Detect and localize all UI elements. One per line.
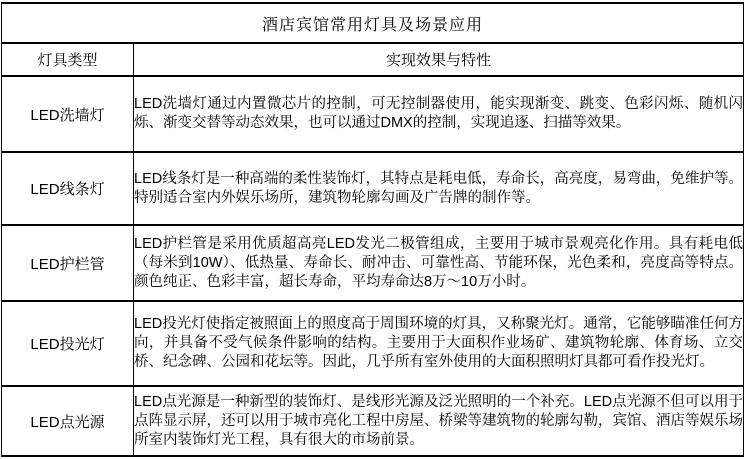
lamp-description: LED洗墙灯通过内置微芯片的控制，可无控制器使用，能实现渐变、跳变、色彩闪烁、随机闪烁、渐变交替等动态效果，也可以通过DMX的控制，实现追逐、扫描等效果。: [134, 76, 744, 152]
lamp-description: LED线条灯是一种高端的柔性装饰灯，其特点是耗电低，寿命长，高亮度，易弯曲，免维护等。特别适合室内外娱乐场所，建筑物轮廓勾画及广告牌的制作等。: [134, 152, 744, 225]
table-row: [2, 225, 744, 301]
column-header-lamp-type: 灯具类型: [2, 43, 134, 76]
table-row: [2, 76, 744, 152]
lamp-description: LED护栏管是采用优质超高亮LED发光二极管组成，主要用于城市景观亮化作用。具有耗电低（每米到10W）、低热量、寿命长、耐冲击、可靠性高、节能环保，光色柔和，亮度高等特点。颜色纯正、色彩丰富，超长寿命，平均寿命达8万～10万小时。: [134, 225, 744, 301]
lighting-table: [1, 2, 744, 457]
column-header-effects: 实现效果与特性: [134, 43, 744, 76]
lamp-type-label: LED洗墙灯: [2, 76, 134, 152]
table-row: [2, 152, 744, 225]
lamp-description: LED点光源是一种新型的装饰灯、是线形光源及泛光照明的一个补充。LED点光源不但可以用于点阵显示屏，还可以用于城市亮化工程中房屋、桥梁等建筑物的轮廓勾勒，宾馆、酒店等娱乐场所室内装饰灯光工程，具有很大的市场前景。: [134, 386, 744, 456]
page-title: 酒店宾馆常用灯具及场景应用: [2, 3, 744, 43]
lamp-type-label: LED点光源: [2, 386, 134, 456]
title-row: [2, 3, 744, 43]
lamp-description: LED投光灯使指定被照面上的照度高于周围环境的灯具，又称聚光灯。通常，它能够瞄准任何方向，并具备不受气候条件影响的结构。主要用于大面积作业场矿、建筑物轮廓、体育场、立交桥、纪念碑、公园和花坛等。因此，几乎所有室外使用的大面积照明灯具都可看作投光灯。: [134, 301, 744, 386]
lamp-type-label: LED护栏管: [2, 225, 134, 301]
table-row: [2, 301, 744, 386]
header-row: [2, 43, 744, 76]
lamp-type-label: LED线条灯: [2, 152, 134, 225]
lamp-type-label: LED投光灯: [2, 301, 134, 386]
table-row: [2, 386, 744, 456]
